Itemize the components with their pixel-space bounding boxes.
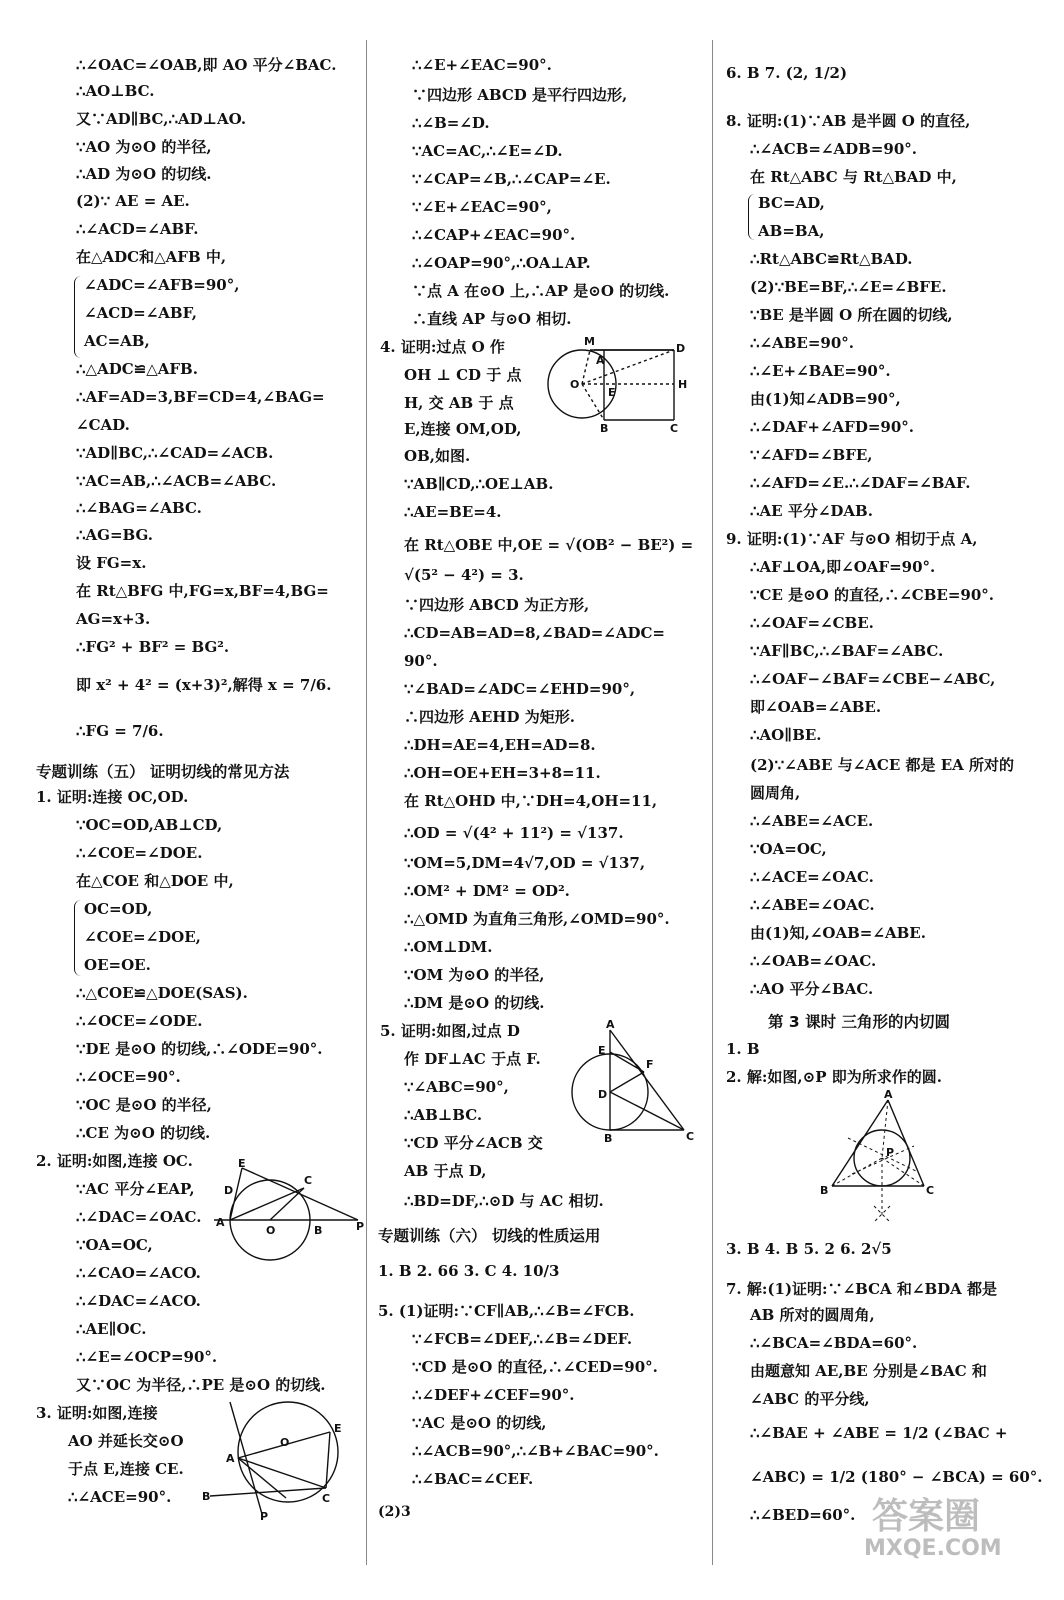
point-label: B (820, 1184, 829, 1197)
text-line: ∵AD∥BC,∴∠CAD=∠ACB. (76, 444, 274, 462)
text-line: ∠ADC=∠AFB=90°, (84, 276, 240, 294)
point-label: E (608, 386, 616, 399)
text-line: ∴∠OAF−∠BAF=∠CBE−∠ABC, (750, 670, 996, 688)
text-line: ∵AC=AB,∴∠ACB=∠ABC. (76, 472, 277, 490)
text-line: ∠ACD=∠ABF, (84, 304, 197, 322)
text-line: ∴∠OAC=∠OAB,即 AO 平分∠BAC. (76, 56, 337, 74)
text-line: ∴OH=OE+EH=3+8=11. (404, 764, 601, 782)
text-line: ∴∠BAG=∠ABC. (76, 499, 202, 517)
text-line: ∴∠BED=60°. (750, 1506, 856, 1524)
point-label: B (600, 422, 609, 435)
text-line: ∵BE 是半圆 O 所在圆的切线, (750, 306, 953, 324)
point-label: C (304, 1174, 313, 1187)
column-3 (722, 0, 1052, 1600)
text-line: 5. 证明:如图,过点 D (380, 1022, 520, 1040)
text-line: ∴∠E=∠OCP=90°. (76, 1348, 218, 1366)
point-label: O (266, 1224, 276, 1237)
text-line: 由(1)知,∠OAB=∠ABE. (750, 924, 926, 942)
text-line: √(5² − 4²) = 3. (404, 566, 524, 584)
point-label: C (926, 1184, 935, 1197)
point-label: B (202, 1490, 211, 1503)
text-line: 7. 解:(1)证明:∵∠BCA 和∠BDA 都是 (726, 1280, 998, 1298)
point-label: B (604, 1132, 613, 1145)
text-line: ∴BD=DF,∴⊙D 与 AC 相切. (404, 1192, 604, 1210)
text-line: 设 FG=x. (76, 554, 147, 572)
incircle-figure (818, 1088, 942, 1230)
text-line: ∵AC=AC,∴∠E=∠D. (412, 142, 563, 160)
watermark-url: MXQE.COM (864, 1536, 1002, 1561)
text-line: 又∵AD∥BC,∴AD⊥AO. (76, 110, 247, 128)
text-line: ∴∠CAO=∠ACO. (76, 1264, 201, 1282)
text-line: ∴∠ACD=∠ABF. (76, 220, 199, 238)
text-line: ∴∠ABE=∠OAC. (750, 896, 875, 914)
text-line: ∴∠DAF+∠AFD=90°. (750, 418, 915, 436)
text-line: ∴∠DEF+∠CEF=90°. (412, 1386, 575, 1404)
text-line: 由(1)知∠ADB=90°, (750, 390, 901, 408)
text-line: ∴AF=AD=3,BF=CD=4,∠BAG= (76, 388, 325, 406)
text-line: ∴∠ABE=90°. (750, 334, 855, 352)
point-label: A (226, 1452, 235, 1465)
text-line: ∵OM=5,DM=4√7,OD = √137, (404, 854, 646, 872)
text-line: ∴DH=AE=4,EH=AD=8. (404, 736, 596, 754)
text-line: H, 交 AB 于 点 (404, 394, 514, 412)
text-line: ∴FG² + BF² = BG². (76, 638, 230, 656)
text-line: ∠CAD. (76, 416, 130, 434)
point-label: C (670, 422, 679, 435)
point-label: P (356, 1220, 365, 1233)
text-line: OC=OD, (84, 900, 153, 918)
text-line: 圆周角, (750, 784, 801, 802)
text-line: ∴∠OAF=∠CBE. (750, 614, 874, 632)
text-line: 2. 证明:如图,连接 OC. (36, 1152, 193, 1170)
text-line: 9. 证明:(1)∵AF 与⊙O 相切于点 A, (726, 530, 978, 548)
text-line: ∴DM 是⊙O 的切线. (404, 994, 545, 1012)
text-line: OH ⊥ CD 于 点 (404, 366, 522, 384)
geometry-figure-5 (562, 1020, 696, 1146)
point-label: H (678, 378, 688, 391)
text-line: ∵CE 是⊙O 的直径,∴∠CBE=90°. (750, 586, 994, 604)
point-label: E (238, 1157, 246, 1170)
text-line: AB 于点 D, (404, 1162, 487, 1180)
page-number: (2)3 (378, 1504, 411, 1520)
point-label: E (334, 1422, 342, 1435)
section-title: 第 3 课时 三角形的内切圆 (768, 1013, 950, 1031)
text-line: ∵AF∥BC,∴∠BAF=∠ABC. (750, 642, 944, 660)
brace (748, 194, 755, 240)
text-line: ∴AE=BE=4. (404, 503, 502, 521)
section-title: 专题训练（五） 证明切线的常见方法 (36, 763, 290, 781)
text-line: ∴△COE≌△DOE(SAS). (76, 984, 248, 1002)
text-line: ∴∠BAE + ∠ABE = 1/2 (∠BAC + (750, 1424, 1008, 1442)
text-line: 3. B 4. B 5. 2 6. 2√5 (726, 1240, 892, 1258)
text-line: ∴AF⊥OA,即∠OAF=90°. (750, 558, 936, 576)
text-line: 4. 证明:过点 O 作 (380, 338, 505, 356)
point-label: B (314, 1224, 323, 1237)
point-label: A (606, 1018, 615, 1031)
text-line: 3. 证明:如图,连接 (36, 1404, 158, 1422)
point-label: O (570, 378, 580, 391)
text-line: ∴四边形 AEHD 为矩形. (404, 708, 575, 726)
text-line: ∴∠OAP=90°,∴OA⊥AP. (412, 254, 591, 272)
text-line: 在 Rt△BFG 中,FG=x,BF=4,BG= (76, 582, 329, 600)
text-line: (2)∵BE=BF,∴∠E=∠BFE. (750, 278, 947, 296)
point-label: A (216, 1216, 225, 1229)
text-line: ∴∠DAC=∠ACO. (76, 1292, 201, 1310)
text-line: ∵∠AFD=∠BFE, (750, 446, 873, 464)
text-line: ∴∠ABE=∠ACE. (750, 812, 874, 830)
point-label: O (280, 1436, 290, 1449)
point-label: P (260, 1510, 269, 1523)
text-line: ∵四边形 ABCD 是平行四边形, (412, 86, 628, 104)
brace (74, 276, 81, 358)
column-2 (374, 0, 704, 1600)
text-line: 1. B (726, 1040, 760, 1058)
text-line: 6. B 7. (2, 1/2) (726, 64, 848, 82)
text-line: ∴CE 为⊙O 的切线. (76, 1124, 211, 1142)
text-line: ∵∠BAD=∠ADC=∠EHD=90°, (404, 680, 636, 698)
text-line: OB,如图. (404, 447, 471, 465)
text-line: ∠ABC) = 1/2 (180° − ∠BCA) = 60°. (750, 1468, 1043, 1486)
text-line: (2)∵∠ABE 与∠ACE 都是 EA 所对的 (750, 756, 1015, 774)
text-line: ∴CD=AB=AD=8,∠BAD=∠ADC= (404, 624, 665, 642)
text-line: BC=AD, (758, 194, 825, 212)
text-line: ∵OC=OD,AB⊥CD, (76, 816, 223, 834)
text-line: ∴AO∥BE. (750, 726, 822, 744)
point-label: C (686, 1130, 695, 1143)
text-line: ∴∠E+∠BAE=90°. (750, 362, 891, 380)
text-line: ∵四边形 ABCD 为正方形, (404, 596, 590, 614)
brace (74, 900, 81, 976)
text-line: ∴OM⊥DM. (404, 938, 493, 956)
text-line: ∵∠ABC=90°, (404, 1078, 509, 1096)
text-line: ∵OC 是⊙O 的半径, (76, 1096, 212, 1114)
text-line: ∵点 A 在⊙O 上,∴AP 是⊙O 的切线. (412, 282, 670, 300)
column-divider (712, 40, 713, 1565)
column-1 (32, 0, 365, 1600)
text-line: ∵AO 为⊙O 的半径, (76, 138, 212, 156)
text-line: 8. 证明:(1)∵AB 是半圆 O 的直径, (726, 112, 971, 130)
text-line: ∵∠CAP=∠B,∴∠CAP=∠E. (412, 170, 611, 188)
text-line: ∴∠ACB=∠ADB=90°. (750, 140, 917, 158)
text-line: ∴直线 AP 与⊙O 相切. (412, 310, 572, 328)
text-line: 1. 证明:连接 OC,OD. (36, 788, 189, 806)
text-line: OE=OE. (84, 956, 151, 974)
text-line: ∴AG=BG. (76, 526, 154, 544)
text-line: ∴AO 平分∠BAC. (750, 980, 874, 998)
watermark-logo: 答案圈 (872, 1496, 981, 1537)
point-label: M (584, 335, 595, 348)
geometry-figure-4 (542, 336, 700, 440)
text-line: ∠COE=∠DOE, (84, 928, 201, 946)
text-line: ∵∠E+∠EAC=90°, (412, 198, 552, 216)
point-label: D (224, 1184, 234, 1197)
text-line: ∴∠BCA=∠BDA=60°. (750, 1334, 918, 1352)
text-line: ∵OM 为⊙O 的半径, (404, 966, 545, 984)
text-line: 90°. (404, 652, 438, 670)
text-line: (2)∵ AE = AE. (76, 192, 190, 210)
text-line: AB=BA, (758, 222, 825, 240)
text-line: ∵CD 是⊙O 的直径,∴∠CED=90°. (412, 1358, 658, 1376)
text-line: ∵AB∥CD,∴OE⊥AB. (404, 475, 554, 493)
point-label: F (646, 1058, 654, 1071)
section-title: 专题训练（六） 切线的性质运用 (378, 1227, 601, 1245)
text-line: ∵CD 平分∠ACB 交 (404, 1134, 543, 1152)
point-label: A (884, 1088, 893, 1101)
text-line: ∴AE∥OC. (76, 1320, 147, 1338)
text-line: ∴∠BAC=∠CEF. (412, 1470, 534, 1488)
point-label: A (596, 354, 605, 367)
text-line: 在 Rt△ABC 与 Rt△BAD 中, (750, 168, 957, 186)
text-line: 作 DF⊥AC 于点 F. (404, 1050, 541, 1068)
text-line: 在△ADC和△AFB 中, (76, 248, 227, 266)
text-line: ∴OM² + DM² = OD². (404, 882, 570, 900)
text-line: ∵OA=OC, (76, 1236, 153, 1254)
text-line: 在 Rt△OHD 中,∵DH=4,OH=11, (404, 792, 658, 810)
text-line: AO 并延长交⊙O (68, 1432, 184, 1450)
text-line: 在△COE 和△DOE 中, (76, 872, 234, 890)
text-line: ∴∠OCE=∠ODE. (76, 1012, 203, 1030)
text-line: ∴∠B=∠D. (412, 114, 490, 132)
text-line: ∴△ADC≌△AFB. (76, 360, 198, 378)
text-line: ∠ABC 的平分线, (750, 1390, 870, 1408)
text-line: ∵∠FCB=∠DEF,∴∠B=∠DEF. (412, 1330, 633, 1348)
text-line: ∴∠DAC=∠OAC. (76, 1208, 202, 1226)
text-line: ∵AC 是⊙O 的切线, (412, 1414, 547, 1432)
text-line: 5. (1)证明:∵CF∥AB,∴∠B=∠FCB. (378, 1302, 635, 1320)
text-line: ∴FG = 7/6. (76, 722, 164, 740)
text-line: AG=x+3. (76, 610, 151, 628)
point-label: E (598, 1044, 606, 1057)
column-divider (366, 40, 367, 1565)
text-line: ∴∠OCE=90°. (76, 1068, 181, 1086)
text-line: ∴Rt△ABC≌Rt△BAD. (750, 250, 913, 268)
text-line: 2. 解:如图,⊙P 即为所求作的圆. (726, 1068, 942, 1086)
point-label: P (886, 1146, 895, 1159)
text-line: ∴AD 为⊙O 的切线. (76, 165, 212, 183)
text-line: 于点 E,连接 CE. (68, 1460, 184, 1478)
text-line: AC=AB, (84, 332, 150, 350)
text-line: ∴∠CAP+∠EAC=90°. (412, 226, 576, 244)
text-line: ∴∠E+∠EAC=90°. (412, 56, 552, 74)
text-line: 即∠OAB=∠ABE. (750, 698, 882, 716)
point-label: C (322, 1492, 331, 1505)
text-line: ∴∠AFD=∠E.∴∠DAF=∠BAF. (750, 474, 971, 492)
text-line: ∴AO⊥BC. (76, 82, 155, 100)
geometry-figure-3 (200, 1402, 350, 1526)
text-line: ∵AC 平分∠EAP, (76, 1180, 195, 1198)
text-line: ∵DE 是⊙O 的切线,∴∠ODE=90°. (76, 1040, 323, 1058)
text-line: ∴OD = √(4² + 11²) = √137. (404, 824, 624, 842)
point-label: D (598, 1088, 608, 1101)
point-label: D (676, 342, 686, 355)
text-line: ∴∠ACE=∠OAC. (750, 868, 874, 886)
text-line: ∴AB⊥BC. (404, 1106, 483, 1124)
text-line: 又∵OC 为半径,∴PE 是⊙O 的切线. (76, 1376, 326, 1394)
text-line: ∴∠OAB=∠OAC. (750, 952, 877, 970)
text-line: ∵OA=OC, (750, 840, 827, 858)
text-line: 即 x² + 4² = (x+3)²,解得 x = 7/6. (76, 676, 332, 694)
text-line: ∴∠ACE=90°. (68, 1488, 172, 1506)
geometry-figure-2 (204, 1158, 364, 1266)
text-line: E,连接 OM,OD, (404, 420, 522, 438)
text-line: ∴△OMD 为直角三角形,∠OMD=90°. (404, 910, 670, 928)
text-line: ∴∠COE=∠DOE. (76, 844, 203, 862)
text-line: 1. B 2. 66 3. C 4. 10/3 (378, 1262, 560, 1280)
text-line: 在 Rt△OBE 中,OE = √(OB² − BE²) = (404, 536, 694, 554)
text-line: 由题意知 AE,BE 分别是∠BAC 和 (750, 1362, 987, 1380)
text-line: ∴AE 平分∠DAB. (750, 502, 873, 520)
text-line: ∴∠ACB=90°,∴∠B+∠BAC=90°. (412, 1442, 659, 1460)
text-line: AB 所对的圆周角, (750, 1306, 875, 1324)
